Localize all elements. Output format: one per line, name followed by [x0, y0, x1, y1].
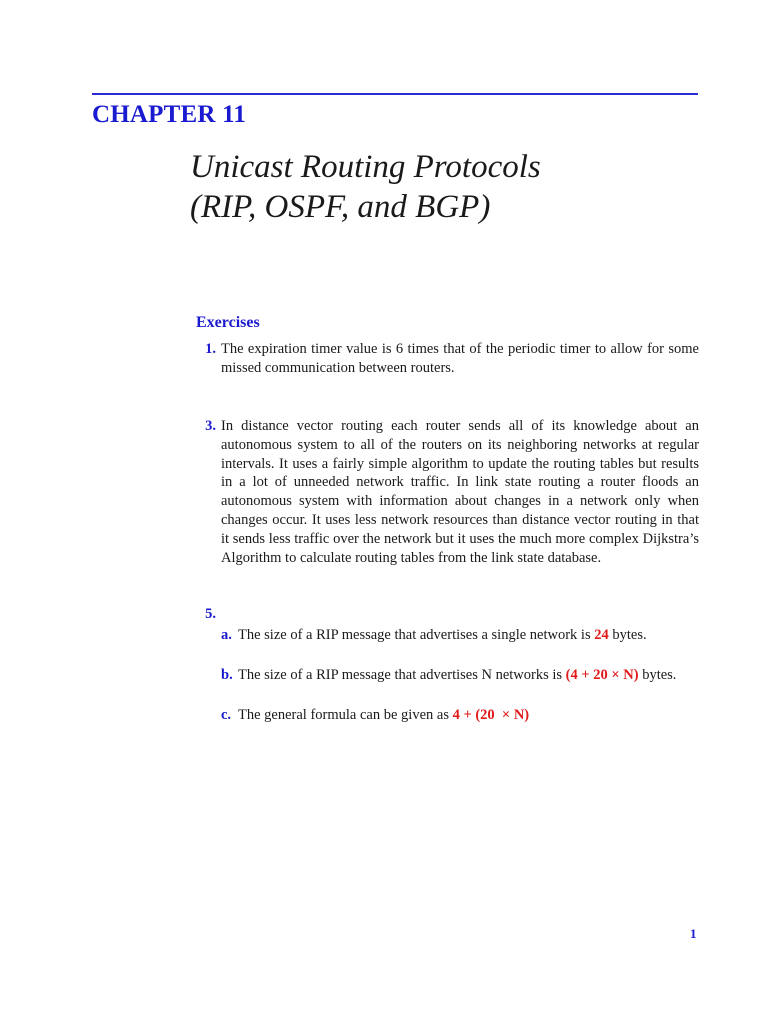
part-highlight-formula: 4 + (20 × N)	[452, 707, 530, 723]
exercise-item-3	[196, 417, 706, 567]
exercise-number: 5.	[205, 606, 216, 622]
chapter-title	[190, 147, 541, 227]
chapter-label: CHAPTER 11	[92, 101, 247, 128]
exercise-5-part-a	[221, 626, 701, 645]
part-suffix: bytes.	[638, 667, 677, 683]
chapter-title-line-2: (RIP, OSPF, and BGP)	[190, 189, 491, 225]
chapter-top-rule	[92, 93, 698, 95]
exercise-number: 1.	[205, 341, 216, 357]
part-text: The size of a RIP message that advertises N networks is	[238, 667, 566, 683]
exercise-5-part-c	[221, 706, 701, 725]
part-suffix: bytes.	[608, 627, 647, 643]
section-heading-exercises: Exercises	[196, 314, 260, 331]
page-number: 1	[690, 926, 697, 941]
exercise-answer-text: In distance vector routing each router sends all of its knowledge about an autonomous system to all of the routers on its neighboring networks at regular intervals. It uses a fairly simple algorithm to update the routing tables but results in a lot of unneeded network traffic. In link state routing a router floods an autonomous system with information about changes in a network only when changes occur. It uses less network resources than distance vector routing in that it sends less traffic over the network but it uses the much more complex Dijkstra’s Algorithm to calculate routing tables from the link state database.	[221, 418, 699, 566]
exercise-number: 3.	[205, 418, 216, 434]
exercise-item-1	[196, 340, 706, 378]
part-highlight-formula: (4 + 20 × N)	[565, 667, 639, 683]
exercise-answer-text: The expiration timer value is 6 times that of the periodic timer to allow for some missed communication between routers.	[221, 341, 699, 376]
chapter-title-line-1: Unicast Routing Protocols	[190, 149, 541, 185]
part-text: The size of a RIP message that advertises a single network is	[238, 627, 595, 643]
part-text: The general formula can be given as	[238, 707, 453, 723]
part-highlight-value: 24	[594, 627, 609, 643]
part-letter: b.	[221, 667, 233, 683]
part-letter: a.	[221, 627, 232, 643]
part-letter: c.	[221, 707, 232, 723]
exercise-5-part-b	[221, 666, 701, 685]
